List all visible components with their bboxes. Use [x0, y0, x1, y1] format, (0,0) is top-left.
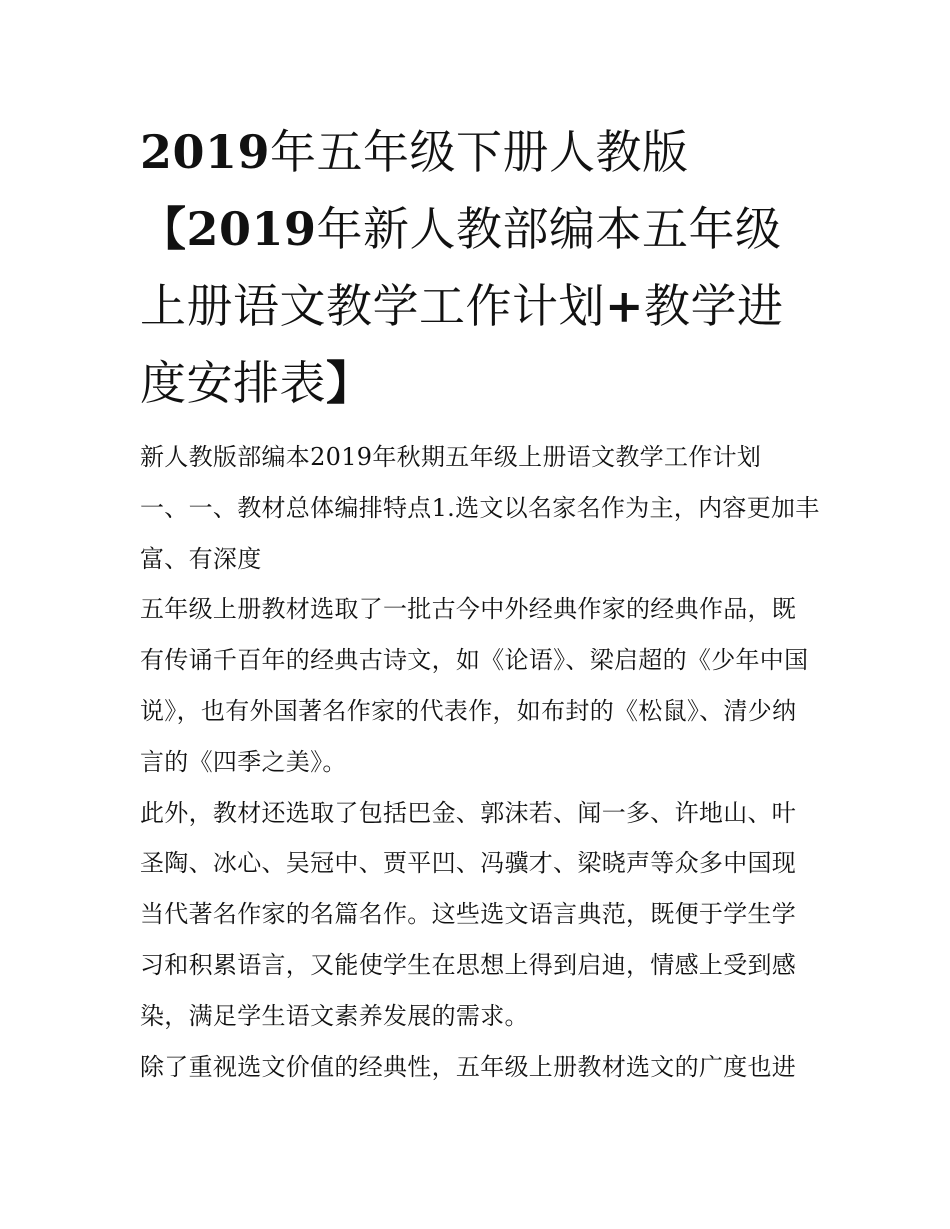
title-text-3: 教学进度安排表: [140, 279, 784, 410]
title-year-2: 2019: [186, 202, 317, 256]
paragraph-subtitle: 新人教版部编本2019年秋期五年级上册语文教学工作计划: [140, 443, 762, 471]
title-text-2: 年新人教部编本五年级上册语文教学工作计划: [140, 202, 782, 333]
paragraph: 除了重视选文价值的经典性，五年级上册教材选文的广度也进: [140, 1052, 797, 1081]
title-plus: +: [605, 279, 645, 333]
title-bracket-close: 】: [326, 356, 373, 410]
document-title: [140, 114, 820, 422]
paragraph: 五年级上册教材选取了一批古今中外经典作家的经典作品，既有传诵千百年的经典古诗文，如《论语》、梁启超的《少年中国说》，也有外国著名作家的代表作，如布封的《松鼠》、清少纳言的《四季之美》。: [140, 595, 809, 776]
title-year: 2019: [140, 125, 271, 179]
title-bracket-open: 【: [140, 202, 187, 256]
paragraph-section-heading: 一、一、教材总体编排特点1.选文以名家名作为主，内容更加丰富、有深度: [140, 493, 820, 573]
title-text-1: 年五年级下册人教版: [270, 125, 689, 179]
document-body: [140, 432, 820, 1092]
paragraph: 此外，教材还选取了包括巴金、郭沫若、闻一多、许地山、叶圣陶、冰心、吴冠中、贾平凹、冯骥才、梁晓声等众多中国现当代著名作家的名篇名作。这些选文语言典范，既便于学生学习和积累语言，又能使学生在思想上得到启迪，情感上受到感染，满足学生语文素养发展的需求。: [140, 798, 797, 1030]
